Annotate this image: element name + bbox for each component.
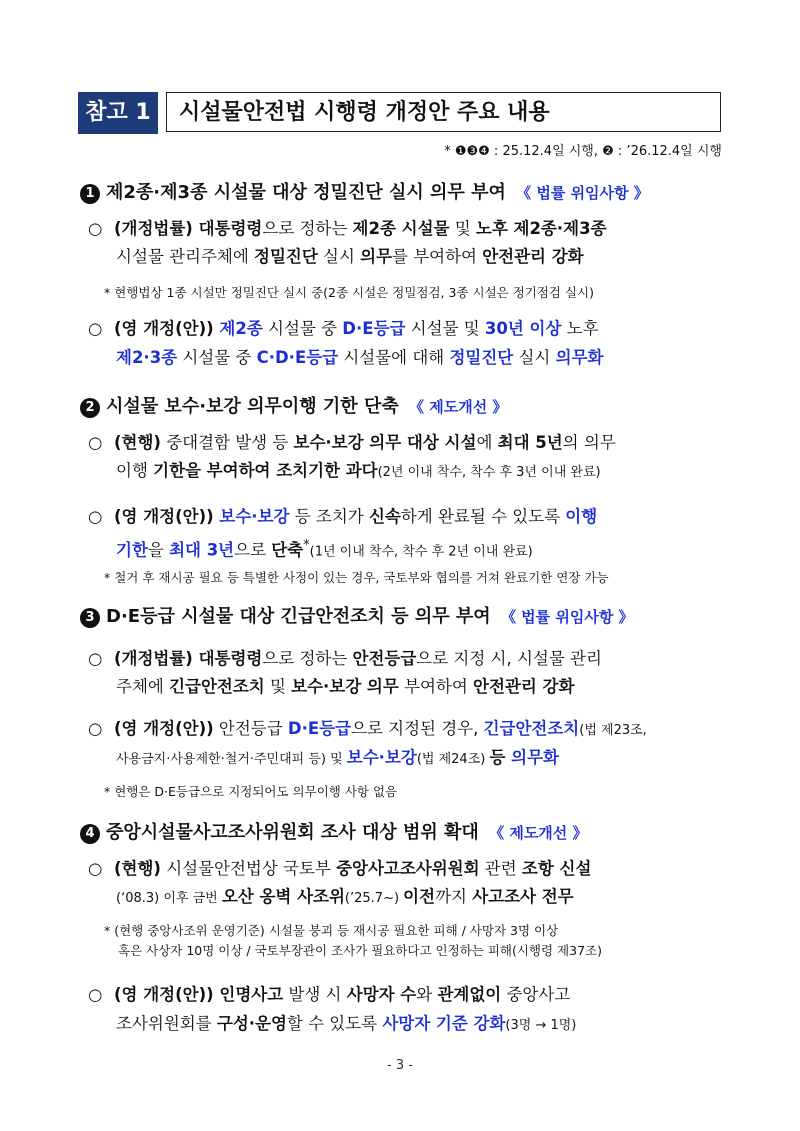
section-4-tag: 《 제도개선 》 — [489, 824, 588, 842]
bullet-icon: ○ — [88, 507, 103, 526]
section-1-item-1-line-1: ○ (개정법률) 대통령령으로 정하는 제2종 시설물 및 노후 제2종·제3종 — [88, 219, 607, 238]
page-number: - 3 - — [387, 1058, 413, 1073]
section-2-title: 시설물 보수·보강 의무이행 기한 단축 — [106, 396, 399, 417]
section-3-title: D·E등급 시설물 대상 긴급안전조치 등 의무 부여 — [106, 606, 491, 627]
section-2-tag: 《 제도개선 》 — [409, 398, 508, 416]
bullet-icon: ○ — [88, 859, 103, 878]
section-4-item-2-line-1: ○ (영 개정(안)) 인명사고 발생 시 사망자 수와 관계없이 중앙사고 — [88, 985, 571, 1004]
reference-label: 참고 1 — [78, 92, 158, 134]
section-2-item-2-line-2: 기한을 최대 3년으로 단축*(1년 이내 착수, 착수 후 2년 이내 완료) — [116, 538, 533, 560]
bullet-icon: ○ — [88, 985, 103, 1004]
section-2-heading — [80, 392, 507, 418]
section-3-heading — [80, 602, 634, 628]
section-4-note-line-1: * (현행 중앙사조위 운영기준) 시설물 붕괴 등 재시공 필요한 피해 / 사망자 3명 이상 — [104, 923, 559, 938]
section-4-note-line-2: 혹은 사상자 10명 이상 / 국토부장관이 조사가 필요하다고 인정하는 피해(시행령 제37조) — [118, 943, 602, 958]
bullet-icon: ○ — [88, 319, 103, 338]
section-3-item-1-line-1: ○ (개정법률) 대통령령으로 정하는 안전등급으로 지정 시, 시설물 관리 — [88, 649, 602, 668]
bullet-icon: ○ — [88, 649, 103, 668]
section-2-note: * 철거 후 재시공 필요 등 특별한 사정이 있는 경우, 국토부와 협의를 거쳐 완료기한 연장 가능 — [104, 570, 609, 585]
section-2-item-1-line-2: 이행 기한을 부여하여 조치기한 과다(2년 이내 착수, 착수 후 3년 이내 완료) — [116, 461, 601, 480]
section-number-1: 1 — [80, 184, 100, 204]
section-number-4: 4 — [80, 824, 100, 844]
section-3-item-1-line-2: 주체에 긴급안전조치 및 보수·보강 의무 부여하여 안전관리 강화 — [116, 677, 575, 696]
section-1-item-2-line-2: 제2·3종 시설물 중 C·D·E등급 시설물에 대해 정밀진단 실시 의무화 — [116, 348, 604, 367]
schedule-note: * ❶❸❹ : 25.12.4일 시행, ❷ : ’26.12.4일 시행 — [444, 144, 722, 159]
section-3-item-2-line-1: ○ (영 개정(안)) 안전등급 D·E등급으로 지정된 경우, 긴급안전조치(법 제23조, — [88, 719, 647, 738]
bullet-icon: ○ — [88, 433, 103, 452]
section-1-item-2-line-1: ○ (영 개정(안)) 제2종 시설물 중 D·E등급 시설물 및 30년 이상 노후 — [88, 319, 599, 338]
section-number-3: 3 — [80, 608, 100, 628]
section-2-item-1-line-1: ○ (현행) 중대결함 발생 등 보수·보강 의무 대상 시설에 최대 5년의 의무 — [88, 433, 616, 452]
section-1-item-1-line-2: 시설물 관리주체에 정밀진단 실시 의무를 부여하여 안전관리 강화 — [116, 247, 584, 266]
section-4-item-1-line-1: ○ (현행) 시설물안전법상 국토부 중앙사고조사위원회 관련 조항 신설 — [88, 859, 592, 878]
section-3-tag: 《 법률 위임사항 》 — [500, 608, 634, 626]
page-title: 시설물안전법 시행령 개정안 주요 내용 — [166, 92, 721, 132]
section-number-2: 2 — [80, 398, 100, 418]
section-2-item-2-line-1: ○ (영 개정(안)) 보수·보강 등 조치가 신속하게 완료될 수 있도록 이행 — [88, 507, 598, 526]
section-1-tag: 《 법률 위임사항 》 — [516, 184, 649, 202]
section-3-item-2-line-2: 사용금지·사용제한·철거·주민대피 등) 및 보수·보강(법 제24조) 등 의무화 — [116, 748, 559, 767]
section-4-item-1-line-2: (‘08.3) 이후 금번 오산 옹벽 사조위(’25.7~) 이전까지 사고조사 전무 — [116, 887, 574, 906]
bullet-icon: ○ — [88, 219, 103, 238]
section-1-title: 제2종·제3종 시설물 대상 정밀진단 실시 의무 부여 — [106, 182, 506, 203]
section-1-heading — [80, 178, 649, 204]
section-3-note: * 현행은 D·E등급으로 지정되어도 의무이행 사항 없음 — [104, 784, 398, 799]
section-1-note: * 현행법상 1종 시설만 정밀진단 실시 중(2종 시설은 정밀점검, 3종 시설은 정기점검 실시) — [104, 285, 594, 300]
section-4-heading — [80, 818, 588, 844]
section-4-item-2-line-2: 조사위원회를 구성·운영할 수 있도록 사망자 기준 강화(3명 → 1명) — [116, 1014, 577, 1033]
bullet-icon: ○ — [88, 719, 103, 738]
section-4-title: 중앙시설물사고조사위원회 조사 대상 범위 확대 — [106, 822, 479, 843]
